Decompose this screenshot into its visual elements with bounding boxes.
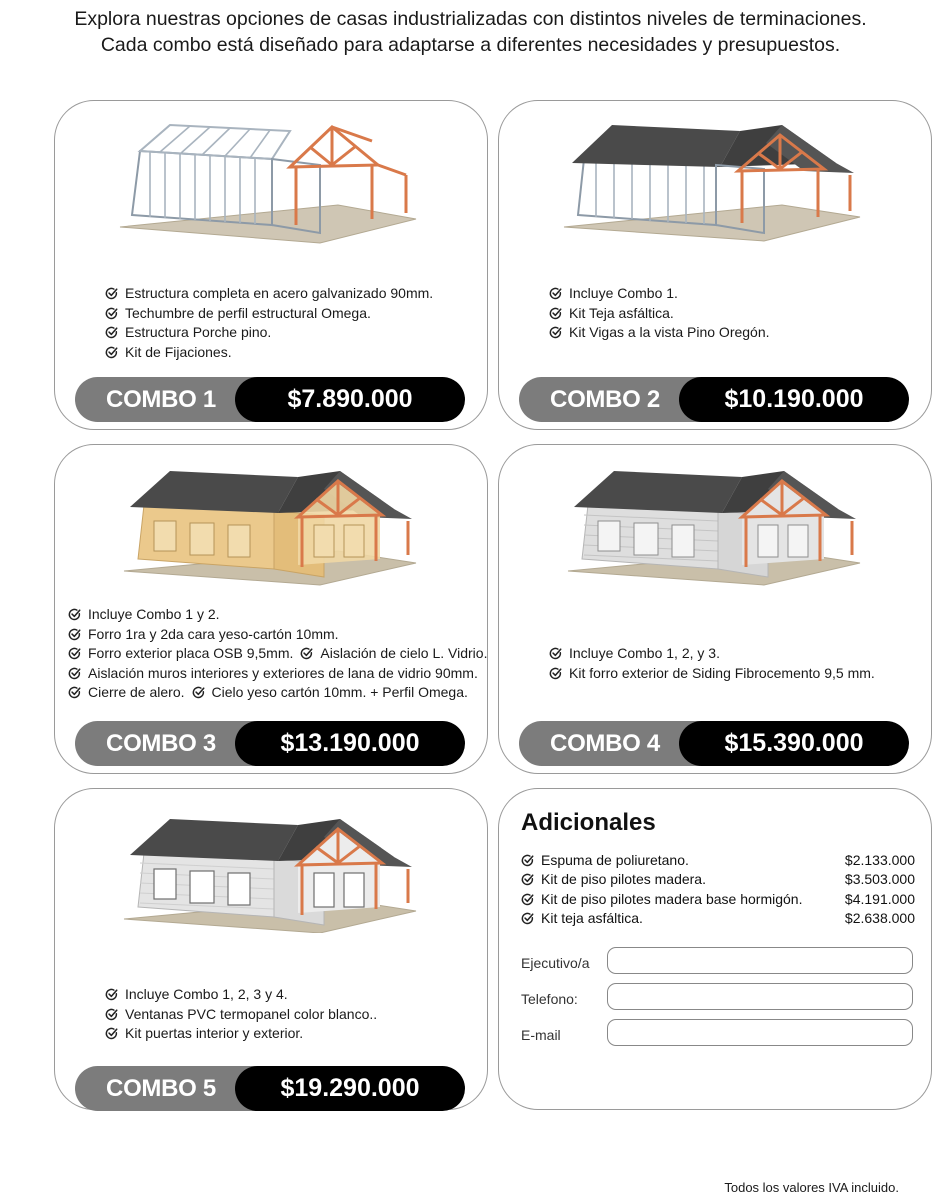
adicional-price: $4.191.000 — [844, 890, 915, 907]
combo-price: $7.890.000 — [235, 377, 465, 422]
check-circle-icon — [105, 326, 118, 339]
adicional-price: $3.503.000 — [844, 871, 915, 888]
check-circle-icon — [521, 854, 534, 867]
check-circle-icon — [300, 647, 313, 660]
combo-5-features — [105, 985, 377, 1044]
feature-item: Forro 1ra y 2da cara yeso-cartón 10mm. — [68, 625, 487, 645]
check-circle-icon — [549, 287, 562, 300]
check-circle-icon — [192, 686, 205, 699]
combo-price: $15.390.000 — [679, 721, 909, 766]
combo-4-features — [549, 644, 875, 683]
combo-name: COMBO 1 — [106, 386, 216, 413]
phone-label: Telefono: — [521, 991, 578, 1007]
combo-1-price-pill[interactable] — [75, 377, 465, 422]
combo-card-4 — [498, 444, 932, 774]
check-circle-icon — [549, 307, 562, 320]
feature-item: Estructura Porche pino. — [105, 323, 433, 343]
combo-price: $10.190.000 — [679, 377, 909, 422]
combo-card-2 — [498, 100, 932, 430]
check-circle-icon — [549, 647, 562, 660]
combo-name: COMBO 5 — [106, 1075, 216, 1102]
combo-3-features — [68, 605, 487, 703]
check-circle-icon — [68, 628, 81, 641]
adicional-item: Kit teja asfáltica. $2.638.000 — [521, 909, 915, 928]
combo-1-features — [105, 284, 433, 362]
email-row — [521, 1019, 913, 1046]
feature-item: Incluye Combo 1 y 2. — [68, 605, 487, 625]
feature-item: Kit puertas interior y exterior. — [105, 1024, 377, 1044]
feature-item: Kit Teja asfáltica. — [549, 304, 770, 324]
feature-item: Incluye Combo 1, 2, y 3. — [549, 644, 875, 664]
feature-item: Estructura completa en acero galvanizado 90mm. — [105, 284, 433, 304]
executive-label: Ejecutivo/a — [521, 955, 590, 971]
check-circle-icon — [105, 287, 118, 300]
combo-2-features — [549, 284, 770, 343]
check-circle-icon — [521, 893, 534, 906]
combo-card-3 — [54, 444, 488, 774]
check-circle-icon — [521, 873, 534, 886]
phone-input[interactable] — [607, 983, 913, 1010]
adicional-item: Kit de piso pilotes madera. $3.503.000 — [521, 870, 915, 889]
feature-item: Ventanas PVC termopanel color blanco.. — [105, 1005, 377, 1025]
feature-item: Aislación muros interiores y exteriores de lana de vidrio 90mm. — [68, 664, 487, 684]
intro-text — [0, 6, 941, 58]
check-circle-icon — [105, 1027, 118, 1040]
feature-item: Kit forro exterior de Siding Fibrocemento 9,5 mm. — [549, 664, 875, 684]
combo-price: $19.290.000 — [235, 1066, 465, 1111]
feature-item: Kit de Fijaciones. — [105, 343, 433, 363]
combo-name: COMBO 3 — [106, 730, 216, 757]
email-input[interactable] — [607, 1019, 913, 1046]
adicional-item: Kit de piso pilotes madera base hormigón. $4.191.000 — [521, 890, 915, 909]
check-circle-icon — [68, 667, 81, 680]
feature-item: Incluye Combo 1. — [549, 284, 770, 304]
check-circle-icon — [68, 686, 81, 699]
adicional-price: $2.133.000 — [844, 852, 915, 868]
combo-name: COMBO 4 — [550, 730, 660, 757]
adicional-item: Espuma de poliuretano. $2.133.000 — [521, 851, 915, 870]
check-circle-icon — [521, 912, 534, 925]
check-circle-icon — [549, 667, 562, 680]
check-circle-icon — [105, 988, 118, 1001]
phone-row — [521, 983, 913, 1010]
feature-item: Techumbre de perfil estructural Omega. — [105, 304, 433, 324]
combo-card-5 — [54, 788, 488, 1110]
adicionales-card — [498, 788, 932, 1110]
check-circle-icon — [549, 326, 562, 339]
feature-item: Incluye Combo 1, 2, 3 y 4. — [105, 985, 377, 1005]
executive-row — [521, 947, 913, 974]
feature-item: Kit Vigas a la vista Pino Oregón. — [549, 323, 770, 343]
feature-item: Cierre de alero. Cielo yeso cartón 10mm. + Perfil Omega. — [68, 683, 487, 703]
combo-name: COMBO 2 — [550, 386, 660, 413]
executive-input[interactable] — [607, 947, 913, 974]
combo-5-price-pill[interactable] — [75, 1066, 465, 1111]
check-circle-icon — [105, 307, 118, 320]
combo-2-price-pill[interactable] — [519, 377, 909, 422]
adicionales-title: Adicionales — [521, 809, 656, 836]
check-circle-icon — [68, 608, 81, 621]
check-circle-icon — [68, 647, 81, 660]
combo-3-price-pill[interactable] — [75, 721, 465, 766]
house-image-combo-2 — [554, 115, 874, 245]
feature-item: Forro exterior placa OSB 9,5mm. Aislación de cielo L. Vidrio. — [68, 644, 487, 664]
check-circle-icon — [105, 346, 118, 359]
combo-card-1 — [54, 100, 488, 430]
footnote: Todos los valores IVA incluido. — [724, 1180, 899, 1195]
intro-line-1: Explora nuestras opciones de casas industrializadas con distintos niveles de terminaciones. — [74, 8, 867, 30]
adicionales-list — [521, 851, 915, 928]
house-image-combo-1 — [110, 115, 430, 245]
combo-price: $13.190.000 — [235, 721, 465, 766]
house-image-combo-4 — [554, 459, 874, 589]
house-image-combo-5 — [110, 803, 430, 933]
email-label: E-mail — [521, 1027, 561, 1043]
check-circle-icon — [105, 1008, 118, 1021]
adicional-price: $2.638.000 — [844, 909, 915, 926]
house-image-combo-3 — [110, 459, 430, 589]
combo-4-price-pill[interactable] — [519, 721, 909, 766]
intro-line-2: Cada combo está diseñado para adaptarse a diferentes necesidades y presupuestos. — [100, 34, 841, 56]
